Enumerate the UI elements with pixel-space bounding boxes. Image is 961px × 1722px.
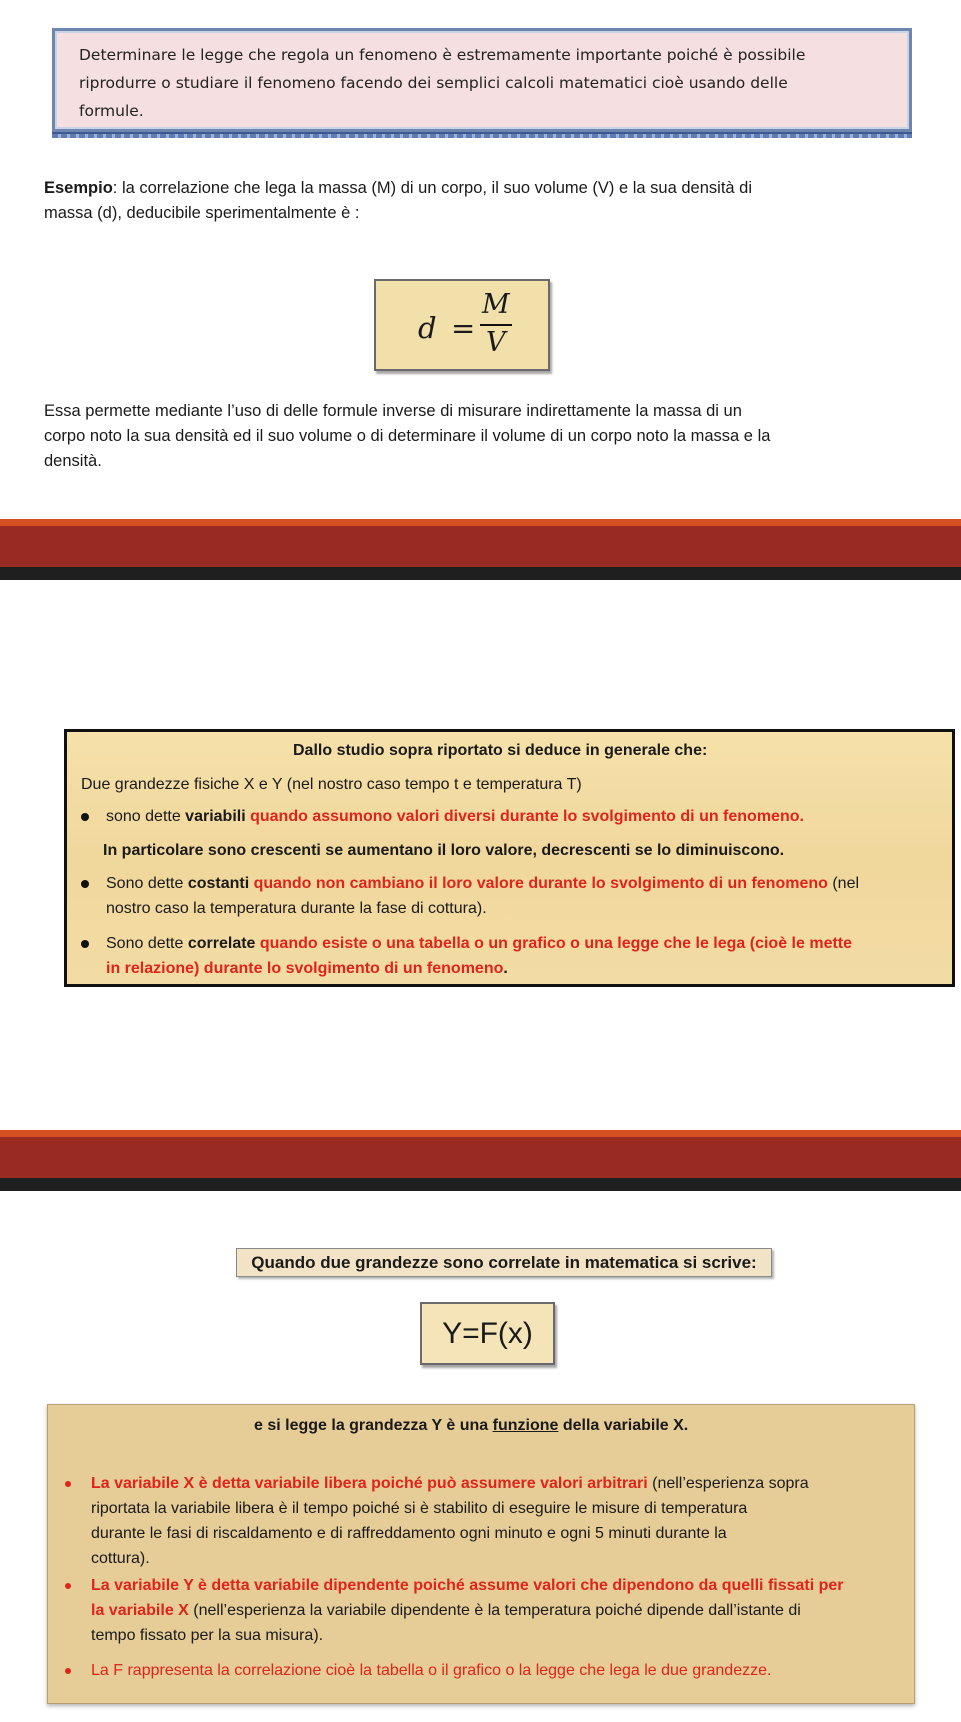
function-heading: e si legge la grandezza Y è una funzione della variabile X. (254, 1417, 689, 1434)
divider-2-band (0, 1137, 961, 1178)
bullet-correlate-1: Sono dette correlate quando esiste o una tabella o un grafico o una legge che le lega (cioè le mette (106, 935, 853, 952)
bullet-icon (65, 1583, 71, 1589)
y-variable-line-3: tempo fissato per la sua misura). (91, 1627, 324, 1644)
bullet-correlate-2: in relazione) durante lo svolgimento di un fenomeno. (106, 960, 508, 977)
inverse-line-3: densità. (44, 452, 102, 470)
summary-heading: Dallo studio sopra riportato si deduce in generale che: (293, 742, 708, 759)
inverse-line-2: corpo noto la sua densità ed il suo volume o di determinare il volume di un corpo noto la massa e la (44, 427, 771, 445)
divider-2-bottom (0, 1178, 961, 1191)
formula-numerator: M (482, 289, 510, 320)
x-variable-line-4: cottura). (91, 1550, 150, 1567)
example-paragraph (44, 176, 924, 226)
divider-1-bottom (0, 567, 961, 580)
bullet-icon (81, 880, 89, 888)
bullet-icon (65, 1668, 71, 1674)
example-text-2: massa (d), deducibile sperimentalmente è : (44, 204, 360, 222)
density-formula (374, 279, 550, 371)
formula-lhs: d (418, 311, 437, 345)
summary-intro: Due grandezze fisiche X e Y (nel nostro caso tempo t e temperatura T) (81, 776, 582, 793)
inverse-line-1: Essa permette mediante l’uso di delle formule inverse di misurare indirettamente la massa di un (44, 402, 742, 420)
x-variable-line-3: durante le fasi di riscaldamento e di raffreddamento ogni minuto e ogni 5 minuti durante la (91, 1525, 727, 1542)
divider-2-top (0, 1130, 961, 1137)
x-variable-line-1: La variabile X è detta variabile libera poiché può assumere valori arbitrari (nell’esperienza sopra (91, 1475, 809, 1492)
example-label: Esempio (44, 179, 113, 197)
bullet-costanti-2: nostro caso la temperatura durante la fase di cottura). (106, 900, 487, 917)
divider-1-band (0, 526, 961, 567)
y-variable-line-2: la variabile X (nell’esperienza la variabile dipendente è la temperatura poiché dipende dall’istante di (91, 1602, 801, 1619)
correlation-heading: Quando due grandezze sono correlate in matematica si scrive: (236, 1248, 772, 1277)
function-formula: Y=F(x) (420, 1302, 555, 1365)
inverse-paragraph (44, 399, 934, 474)
intro-line-1: Determinare le legge che regola un fenomeno è estremamente importante poiché è possibile (79, 46, 806, 64)
formula-equals: = (451, 311, 476, 345)
y-variable-line-1: La variabile Y è detta variabile dipendente poiché assume valori che dipendono da quelli fissati per (91, 1577, 844, 1594)
bullet-icon (81, 813, 89, 821)
summary-particolare: In particolare sono crescenti se aumentano il loro valore, decrescenti se lo diminuiscono. (103, 842, 785, 859)
summary-box (64, 729, 955, 987)
intro-line-3: formule. (79, 102, 144, 120)
f-correlation-line: La F rappresenta la correlazione cioè la tabella o il grafico o la legge che lega le due grandezze. (91, 1662, 772, 1679)
divider-1-top (0, 519, 961, 526)
bullet-icon (81, 940, 89, 948)
fraction-bar (480, 324, 512, 326)
intro-line-2: riprodurre o studiare il fenomeno facendo dei semplici calcoli matematici cioè usando delle (79, 74, 788, 92)
example-text-1: : la correlazione che lega la massa (M) di un corpo, il suo volume (V) e la sua densità di (112, 179, 753, 197)
formula-denominator: V (486, 327, 506, 358)
x-variable-line-2: riportata la variabile libera è il tempo poiché si è stabilito di eseguire le misure di temperatura (91, 1500, 748, 1517)
bullet-costanti-1: Sono dette costanti quando non cambiano il loro valore durante lo svolgimento di un fenomeno (nel (106, 875, 860, 892)
intro-callout (52, 28, 912, 132)
function-box (47, 1404, 915, 1704)
bullet-icon (65, 1481, 71, 1487)
bullet-variabili: sono dette variabili quando assumono valori diversi durante lo svolgimento di un fenomeno. (106, 808, 804, 825)
